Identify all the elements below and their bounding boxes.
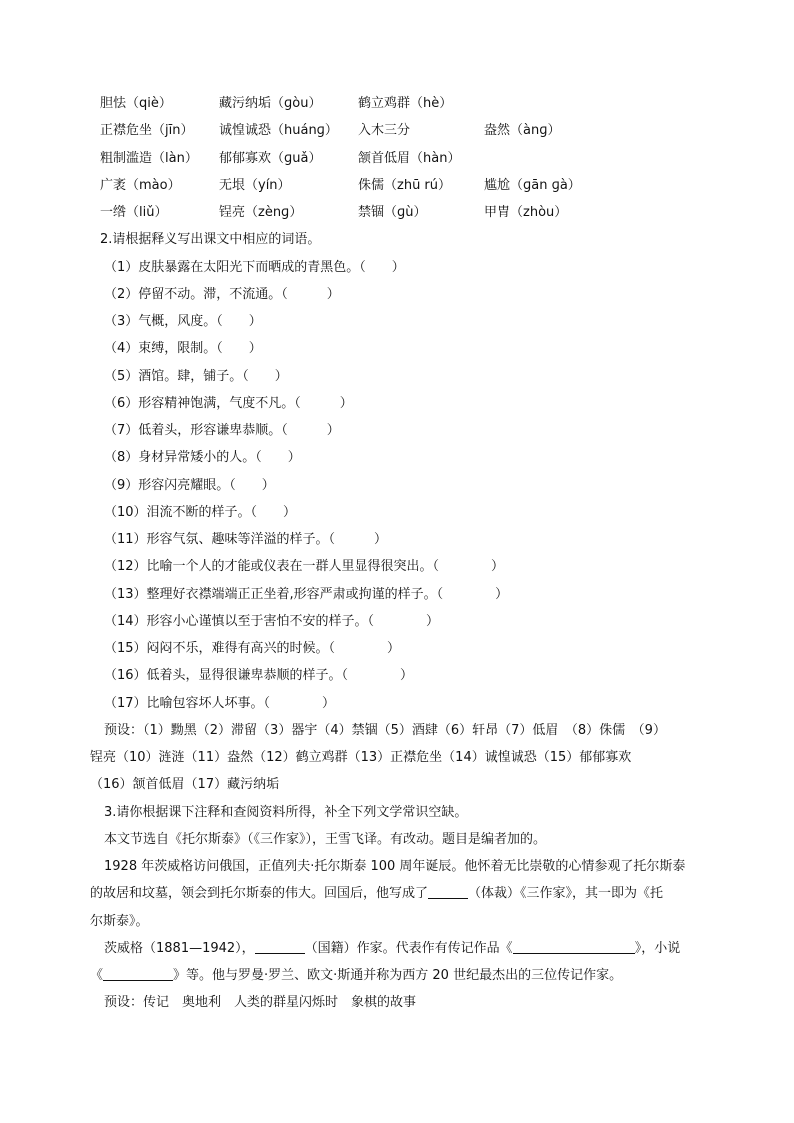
vocab-item: 诚惶诚恐（huánɡ） (219, 123, 338, 138)
question-item: （11）形容气氛、趣味等洋溢的样子。（ ） (104, 532, 388, 547)
vocab-row (0, 94, 794, 114)
answer-line: 锃亮（10）涟涟（11）盎然（12）鹤立鸡群（13）正襟危坐（14）诚惶诚恐（15）郁郁寡欢 (90, 750, 632, 765)
question-item: （15）闷闷不乐，难得有高兴的时候。（ ） (104, 641, 401, 656)
question-item: （4）束缚，限制。（ ） (104, 341, 262, 356)
section-title: 2.请根据释义写出课文中相应的词语。 (100, 232, 321, 247)
question-item: （7）低着头，形容谦卑恭顺。（ ） (104, 423, 340, 438)
paragraph-text: 》，小说 (634, 941, 681, 956)
vocab-row (0, 203, 794, 223)
paragraph: 1928 年茨威格访问俄国，正值列夫·托尔斯泰 100 周年诞辰。他怀着无比崇敬的心情参观了托尔斯泰 (104, 859, 686, 874)
paragraph-text: 《 (90, 968, 104, 983)
paragraph (104, 939, 680, 959)
question-item: （10）泪流不断的样子。（ ） (104, 505, 297, 520)
vocab-item: 侏儒（zhū rú） (358, 178, 452, 193)
paragraph-text: （国籍）作家。代表作有传记作品《 (304, 941, 513, 956)
vocab-item: 尴尬（ɡān ɡà） (484, 178, 581, 193)
vocab-item: 无垠（yín） (219, 178, 291, 193)
question-item: （3）气概，风度。（ ） (104, 314, 262, 329)
vocab-item: 一绺（liǔ） (100, 205, 168, 220)
question-item: （13）整理好衣襟端端正正坐着,形容严肃或拘谨的样子。（ ） (104, 587, 509, 602)
question-item: （1）皮肤暴露在太阳光下而晒成的青黑色。（ ） (104, 260, 405, 275)
paragraph-text: 茨威格（1881—1942）， (104, 941, 255, 956)
fill-blank[interactable] (103, 966, 173, 981)
vocab-item: 甲胄（zhòu） (484, 205, 568, 220)
question-item: （5）酒馆。肆，铺子。（ ） (104, 369, 288, 384)
answer-line: 预设：传记 奥地利 人类的群星闪烁时 象棋的故事 (104, 995, 417, 1010)
vocab-item: 颔首低眉（hàn） (358, 151, 461, 166)
vocab-item: 禁锢（ɡù） (358, 205, 427, 220)
paragraph (90, 966, 622, 986)
vocab-item: 粗制滥造（làn） (100, 151, 198, 166)
question-item: （12）比喻一个人的才能或仪表在一群人里显得很突出。（ ） (104, 559, 505, 574)
vocab-row (0, 149, 794, 169)
vocab-item: 入木三分 (358, 123, 411, 138)
fill-blank[interactable] (255, 939, 305, 954)
answer-line: （16）颔首低眉（17）藏污纳垢 (90, 777, 280, 792)
question-item: （8）身材异常矮小的人。（ ） (104, 450, 301, 465)
vocab-item: 盎然（ànɡ） (484, 123, 561, 138)
question-item: （2）停留不动。滞，不流通。（ ） (104, 287, 340, 302)
question-item: （17）比喻包容坏人坏事。（ ） (104, 696, 336, 711)
vocab-row (0, 176, 794, 196)
vocab-item: 胆怯（qiè） (100, 96, 172, 111)
fill-blank[interactable] (428, 884, 468, 899)
answer-line: 预设：（1）黝黑（2）滞留（3）器宇（4）禁锢（5）酒肆（6）轩昂（7）低眉 （8）侏儒 （9） (104, 723, 666, 738)
vocab-item: 广袤（mào） (100, 178, 181, 193)
paragraph-text: （体裁）《三作家》，其一即为《托 (468, 886, 664, 901)
question-item: （14）形容小心谨慎以至于害怕不安的样子。（ ） (104, 614, 440, 629)
vocab-row (0, 121, 794, 141)
paragraph: 尔斯泰》。 (90, 914, 149, 929)
vocab-item: 锃亮（zènɡ） (219, 205, 303, 220)
vocab-item: 郁郁寡欢（ɡuǎ） (219, 151, 322, 166)
paragraph: 本文节选自《托尔斯泰》（《三作家》），王雪飞译。有改动。题目是编者加的。 (104, 832, 547, 847)
question-item: （9）形容闪亮耀眼。（ ） (104, 478, 275, 493)
paragraph (90, 884, 663, 904)
section-title: 3.请你根据课下注释和查阅资料所得，补全下列文学常识空缺。 (104, 805, 468, 820)
question-item: （16）低着头，显得很谦卑恭顺的样子。（ ） (104, 668, 414, 683)
question-item: （6）形容精神饱满，气度不凡。（ ） (104, 396, 353, 411)
vocab-item: 鹤立鸡群（hè） (358, 96, 453, 111)
paragraph-text: 的故居和坟墓，领会到托尔斯泰的伟大。回国后，他写成了 (90, 886, 429, 901)
vocab-item: 藏污纳垢（ɡòu） (219, 96, 322, 111)
fill-blank[interactable] (513, 939, 635, 954)
vocab-item: 正襟危坐（jīn） (100, 123, 194, 138)
paragraph-text: 》等。他与罗曼·罗兰、欧文·斯通并称为西方 20 世纪最杰出的三位传记作家。 (173, 968, 623, 983)
